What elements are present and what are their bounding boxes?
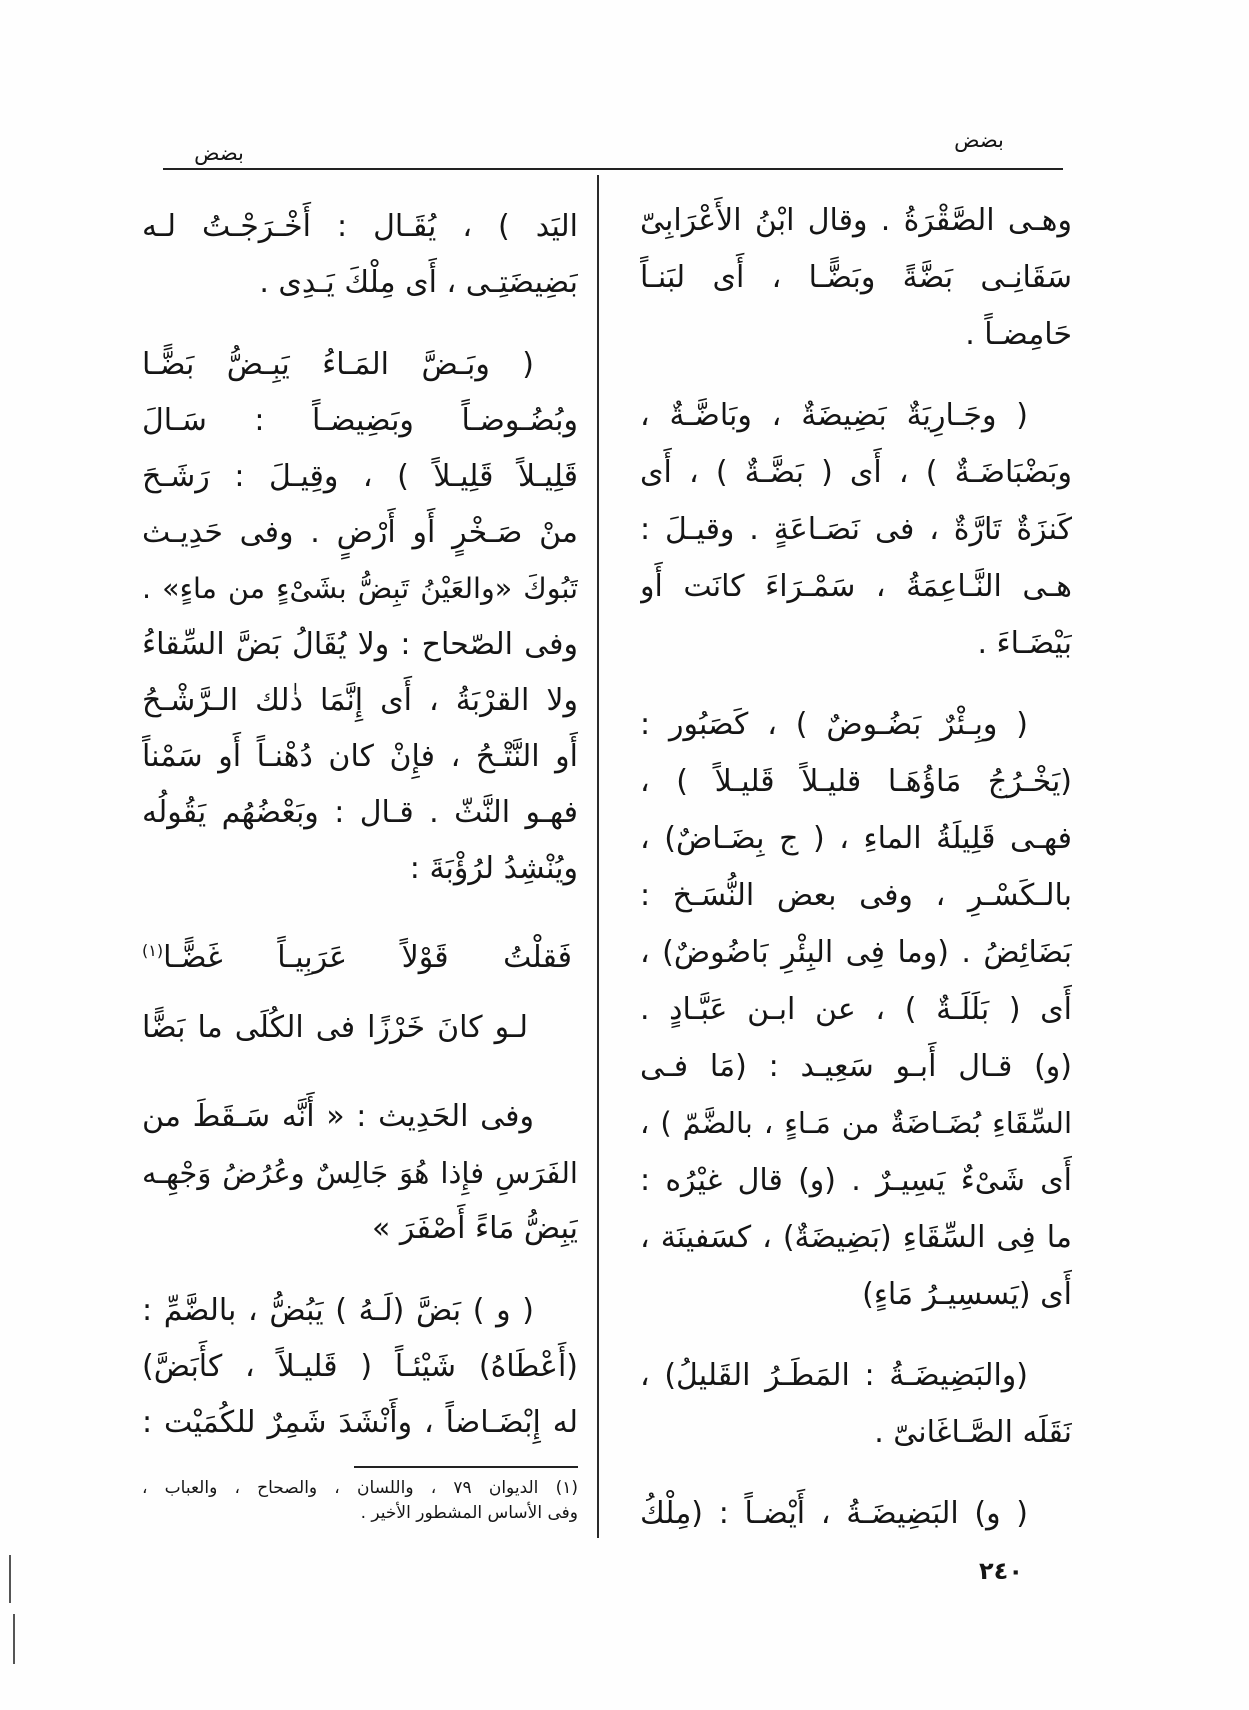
text-line: يَبِضُّ مَاءً أَصْفَرَ » — [372, 1211, 578, 1246]
text-line: اليَد ) ، يُقَـال : أَخْـرَجْـتُ لـه — [142, 209, 578, 244]
text-line: ( وبِـئْرٌ بَضُـوضٌ ) ، كَصَبُور : — [640, 707, 1028, 742]
text-line: السِّقَاءِ بُضَـاضَةٌ من مَـاءٍ ، بالضَّمّ ) ، — [640, 1106, 1072, 1140]
text-line: فهـو النَّثّ . قـال : وبَعْضُهُم يَقُولُه — [142, 795, 578, 830]
verse-line — [142, 923, 578, 993]
text-line: الفَرَسِ فإِذا هُوَ جَالِسٌ وعُرُضُ وَجْهِـه — [142, 1156, 578, 1190]
text-line: (أَعْطَاهُ) شَيْئـاً ( قَليـلاً ، كأَبَضَّ) — [142, 1349, 578, 1384]
text-line: ( وبَـضَّ المَـاءُ يَبِـضُّ بَضًّـا — [142, 347, 534, 382]
footnote-line: وفى الأساس المشطور الأخير . — [360, 1503, 578, 1523]
verse-couplet — [142, 923, 578, 1063]
text-line: (والبَضِيضَـةُ : المَطَـرُ القَليلُ) ، — [640, 1358, 1028, 1393]
text-line: (يَخْـرُجُ مَاؤُهَـا قليـلاً قَليـلاً ) ، — [640, 764, 1072, 799]
entry-paragraph — [142, 1089, 578, 1257]
text-line: سَقَانِـى بَضَّةً وبَضًّـا ، أَى لبَنـاً — [640, 260, 1072, 295]
text-line: أَى ( بَلَلَـةٌ ) ، عن ابـن عَبَّـادٍ . — [640, 992, 1072, 1027]
header-rule — [163, 168, 1063, 170]
right-column — [640, 192, 1072, 1542]
text-line: وبُضُـوضـاً وبَضِيضـاً : سَـالَ — [142, 403, 578, 438]
text-line: ( وجَـارِيَةٌ بَضِيضَةٌ ، وبَاضَّـةٌ ، — [640, 398, 1028, 433]
entry-paragraph — [640, 696, 1072, 1323]
text-line: تَبُوكَ «والعَيْنُ تَبِضُّ بشَىْءٍ من ماءٍ» . — [142, 572, 578, 605]
entry-paragraph — [142, 1283, 578, 1451]
text-line: ( و ) بَضَّ (لَـهُ ) يَبُضُّ ، بالضَّمِّ : — [142, 1293, 534, 1328]
text-line: ولا القرْبَةُ ، أَى إِنَّمَا ذٰلك الـرَّشْـحُ — [142, 683, 578, 718]
entry-paragraph — [640, 1485, 1072, 1542]
text-line: بَضِيضَتِـى ، أَى مِلْكَ يَـدِى . — [259, 265, 578, 300]
text-line: قَلِيـلاً قَلِيـلاً ) ، وقِيـلَ : رَشَـحَ — [142, 459, 578, 494]
text-line: فهـى قَلِيلَةُ الماءِ ، ( ج بِضَـاضٌ) ، — [640, 821, 1072, 856]
column-divider — [597, 175, 599, 1538]
text-line: (و) قـال أَبـو سَعِيـد : (مَا فـى — [640, 1049, 1072, 1084]
left-column — [142, 199, 578, 1451]
running-head-left: بضض — [194, 141, 244, 165]
text-line: ( و) البَضِيضَـةُ ، أَيْضـاً : (مِلْكُ — [640, 1496, 1028, 1531]
text-line: بَيْضَـاءَ . — [977, 626, 1072, 661]
text-line: ويُنْشِدُ لرُؤْبَةَ : — [409, 851, 578, 886]
text-line: وبَضْبَاضَـةٌ ) ، أَى ( بَضَّـةٌ ) ، أَى — [640, 455, 1072, 490]
scan-mark — [9, 1555, 11, 1603]
footnote-marker: (١) — [142, 941, 164, 960]
footnote-rule — [354, 1466, 578, 1468]
text-line: هـى النَّـاعِمَةُ ، سَمْـرَاءَ كانَت أَو — [640, 569, 1072, 604]
text-line: بَضَائِضُ . (وما فِى البِئْرِ بَاضُوضٌ) ، — [640, 935, 1072, 970]
text-line: له إِبْضَـاضاً ، وأَنْشَدَ شَمِرٌ للكُمَيْت : — [142, 1405, 578, 1440]
footnote — [142, 1476, 578, 1526]
text-line: أَى (يَسسِيـرُ مَاءٍ) — [862, 1277, 1072, 1312]
footnote-line: (١) الديوان ٧٩ ، واللسان ، والصحاح ، والعباب ، — [142, 1478, 578, 1498]
scan-mark — [13, 1614, 15, 1664]
text-line: وفى الصّحاح : ولا يُقَالُ بَضَّ السِّقاءُ — [142, 627, 578, 662]
text-line: أَو النَّتْـحُ ، فإِنْ كان دُهْنـاً أَو سَمْناً — [142, 739, 578, 774]
text-line: بالـكَسْـرِ ، وفى بعض النُّسَـخ : — [640, 878, 1072, 913]
text-line: أَى شَىْءٌ يَسِيـرٌ . (و) قال غيْرُه : — [640, 1163, 1072, 1198]
text-line: حَامِضـاً . — [965, 317, 1072, 352]
verse-line: لـو كانَ خَرْزًا فى الكُلَى ما بَضًّا — [142, 1010, 528, 1045]
text-line: وفى الحَدِيث : « أَنَّه سَـقَطَ من — [142, 1099, 534, 1134]
entry-paragraph — [640, 1347, 1072, 1461]
entry-paragraph — [640, 192, 1072, 363]
entry-paragraph — [142, 337, 578, 897]
text-line: وهـى الصَّقْرَةُ . وقال ابْنُ الأَعْرَابِىّ — [640, 203, 1072, 238]
text-line: نَقَلَه الصَّـاغَانىّ . — [874, 1415, 1072, 1450]
verse-text: فَقلْتُ قَوْلاً عَرَبِيـاً غَضًّـا — [163, 940, 572, 975]
text-line: ما فِى السِّقَاءِ (بَضِيضَةٌ) ، كسَفينَة ، — [640, 1220, 1072, 1255]
running-head-right: بضض — [954, 128, 1004, 152]
entry-paragraph — [640, 387, 1072, 672]
entry-paragraph — [142, 199, 578, 311]
text-line: كَنزَةٌ تَارَّةٌ ، فى نَصَـاعَةٍ . وقيـلَ : — [640, 512, 1072, 547]
page-number: ٢٤٠ — [979, 1557, 1023, 1585]
text-line: منْ صَـخْرٍ أَو أَرْضٍ . وفى حَدِيـث — [142, 515, 578, 550]
